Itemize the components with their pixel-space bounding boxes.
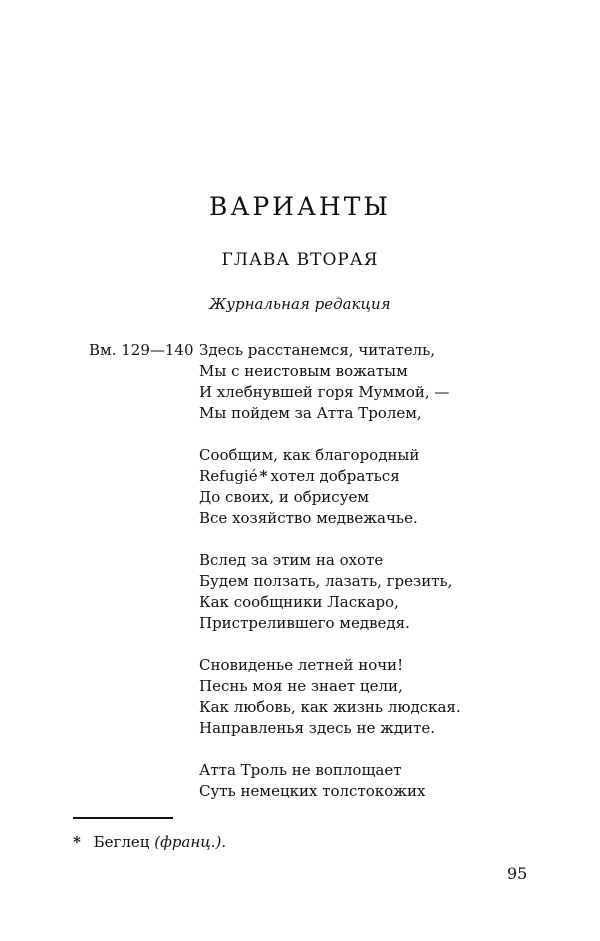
footnote-end: . xyxy=(221,833,227,851)
poem-line: Направленья здесь не ждите. xyxy=(199,719,436,737)
stanza-4 xyxy=(199,655,594,739)
footnote-translation: Беглец xyxy=(93,833,150,851)
poem-line: Сновиденье летней ночи! xyxy=(199,656,404,674)
footnote xyxy=(73,832,226,853)
poem-line: Мы пойдем за Атта Тролем, xyxy=(199,404,422,422)
footnote-divider xyxy=(73,817,173,819)
poem-line-with-footnote xyxy=(199,466,594,487)
poem-line: И хлебнувшей горя Муммой, — xyxy=(199,383,450,401)
stanza-5 xyxy=(199,760,594,802)
footnote-language-note: (франц.) xyxy=(154,833,222,851)
foreign-word: Refugié xyxy=(199,467,258,485)
poem-line: Атта Троль не воплощает xyxy=(199,761,402,779)
poem-line: До своих, и обрисуем xyxy=(199,488,370,506)
variant-reference: Вм. 129—140 xyxy=(89,341,194,359)
stanza-1 xyxy=(199,340,594,424)
line-text: хотел добраться xyxy=(270,467,400,485)
poem-line: Мы с неистовым вожатым xyxy=(199,362,408,380)
footnote-reference: * xyxy=(259,467,268,485)
page-number: 95 xyxy=(507,864,528,883)
poem-text xyxy=(199,340,594,823)
stanza-2 xyxy=(199,445,594,529)
poem-line: Будем ползать, лазать, грезить, xyxy=(199,572,453,590)
poem-line: Как любовь, как жизнь людская. xyxy=(199,698,461,716)
poem-line: Здесь расстанемся, читатель, xyxy=(199,341,436,359)
poem-line: Все хозяйство медвежачье. xyxy=(199,509,418,527)
poem-line: Вслед за этим на охоте xyxy=(199,551,384,569)
chapter-heading: ГЛАВА ВТОРАЯ xyxy=(221,250,379,270)
poem-line: Песнь моя не знает цели, xyxy=(199,677,403,695)
footnote-text xyxy=(94,833,226,851)
poem-line: Пристрелившего медведя. xyxy=(199,614,410,632)
page-title: ВАРИАНТЫ xyxy=(209,192,391,221)
footnote-mark: * xyxy=(73,833,81,851)
stanza-3 xyxy=(199,550,594,634)
poem-line: Сообщим, как благородный xyxy=(199,446,420,464)
poem-line: Суть немецких толстокожих xyxy=(199,782,426,800)
edition-label: Журнальная редакция xyxy=(209,295,391,313)
poem-line: Как сообщники Ласкаро, xyxy=(199,593,399,611)
